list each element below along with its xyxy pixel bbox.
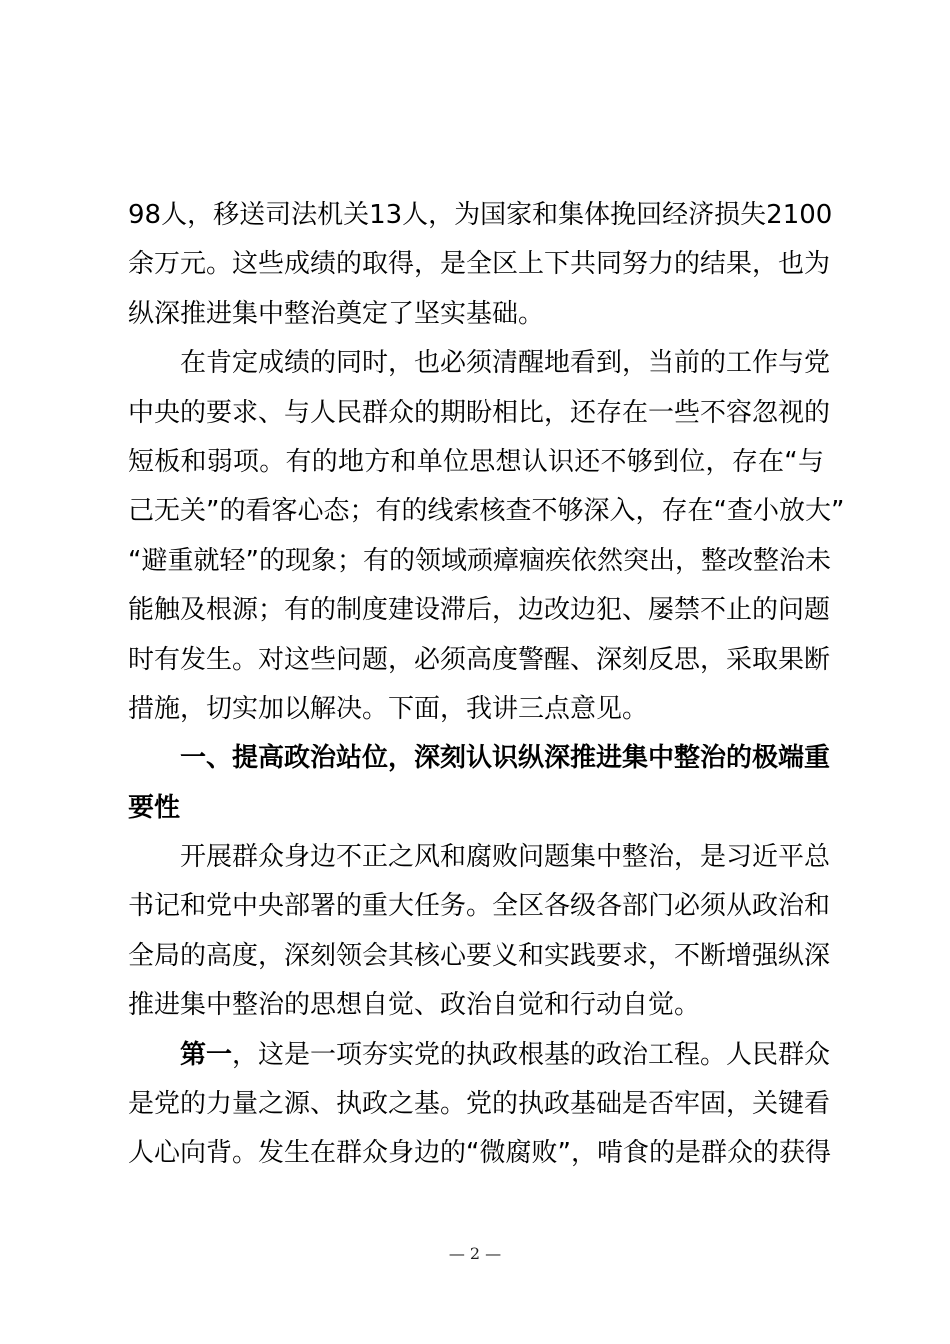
paragraph-results [128, 191, 833, 339]
text-line: 人心向背。发生在群众身边的“微腐败”，啃食的是群众的获得 [128, 1138, 831, 1169]
text-line: 书记和党中央部署的重大任务。全区各级各部门必须从政治和 [128, 891, 831, 922]
text-line: 纵深推进集中整治奠定了坚实基础。 [128, 298, 545, 329]
text-line [128, 1031, 831, 1080]
document-body [128, 191, 845, 1179]
point-lead: 第一 [180, 1039, 233, 1070]
paragraph-first-point [128, 1031, 831, 1179]
text-line: 短板和弱项。有的地方和单位思想认识还不够到位，存在“与 [128, 446, 824, 477]
text-line: 中央的要求、与人民群众的期盼相比，还存在一些不容忽视的 [128, 397, 831, 428]
heading-line: 一、提高政治站位，深刻认识纵深推进集中整治的极端重 [180, 743, 831, 774]
section-heading [128, 734, 831, 833]
text-line: 余万元。这些成绩的取得，是全区上下共同努力的结果，也为 [128, 249, 831, 280]
text-line: “避重就轻”的现象；有的领域顽瘴痼疾依然突出，整改整治未 [128, 545, 831, 576]
page-number: — 2 — [448, 1244, 502, 1263]
text-line: 全局的高度，深刻领会其核心要义和实践要求，不断增强纵深 [128, 940, 831, 971]
text-line: 能触及根源；有的制度建设滞后，边改边犯、屡禁不止的问题 [128, 595, 831, 626]
text-line: 己无关”的看客心态；有的线索核查不够深入，存在“查小放大” [128, 496, 845, 527]
text-line: 98人，移送司法机关13人，为国家和集体挽回经济损失2100 [128, 200, 833, 230]
text-line: 时有发生。对这些问题，必须高度警醒、深刻反思，采取果断 [128, 644, 831, 675]
text-line: 是党的力量之源、执政之基。党的执政基础是否牢固，关键看 [128, 1089, 831, 1120]
paragraph-shortcomings [128, 339, 845, 734]
text-line: 开展群众身边不正之风和腐败问题集中整治，是习近平总 [180, 842, 831, 873]
text-line: 推进集中整治的思想自觉、政治自觉和行动自觉。 [128, 990, 701, 1021]
text-line: 措施，切实加以解决。下面，我讲三点意见。 [128, 693, 649, 724]
point-text: ，这是一项夯实党的执政根基的政治工程。人民群众 [232, 1039, 831, 1070]
paragraph-political-task [128, 833, 831, 1031]
text-line: 在肯定成绩的同时，也必须清醒地看到，当前的工作与党 [180, 348, 831, 379]
heading-line: 要性 [128, 792, 181, 823]
